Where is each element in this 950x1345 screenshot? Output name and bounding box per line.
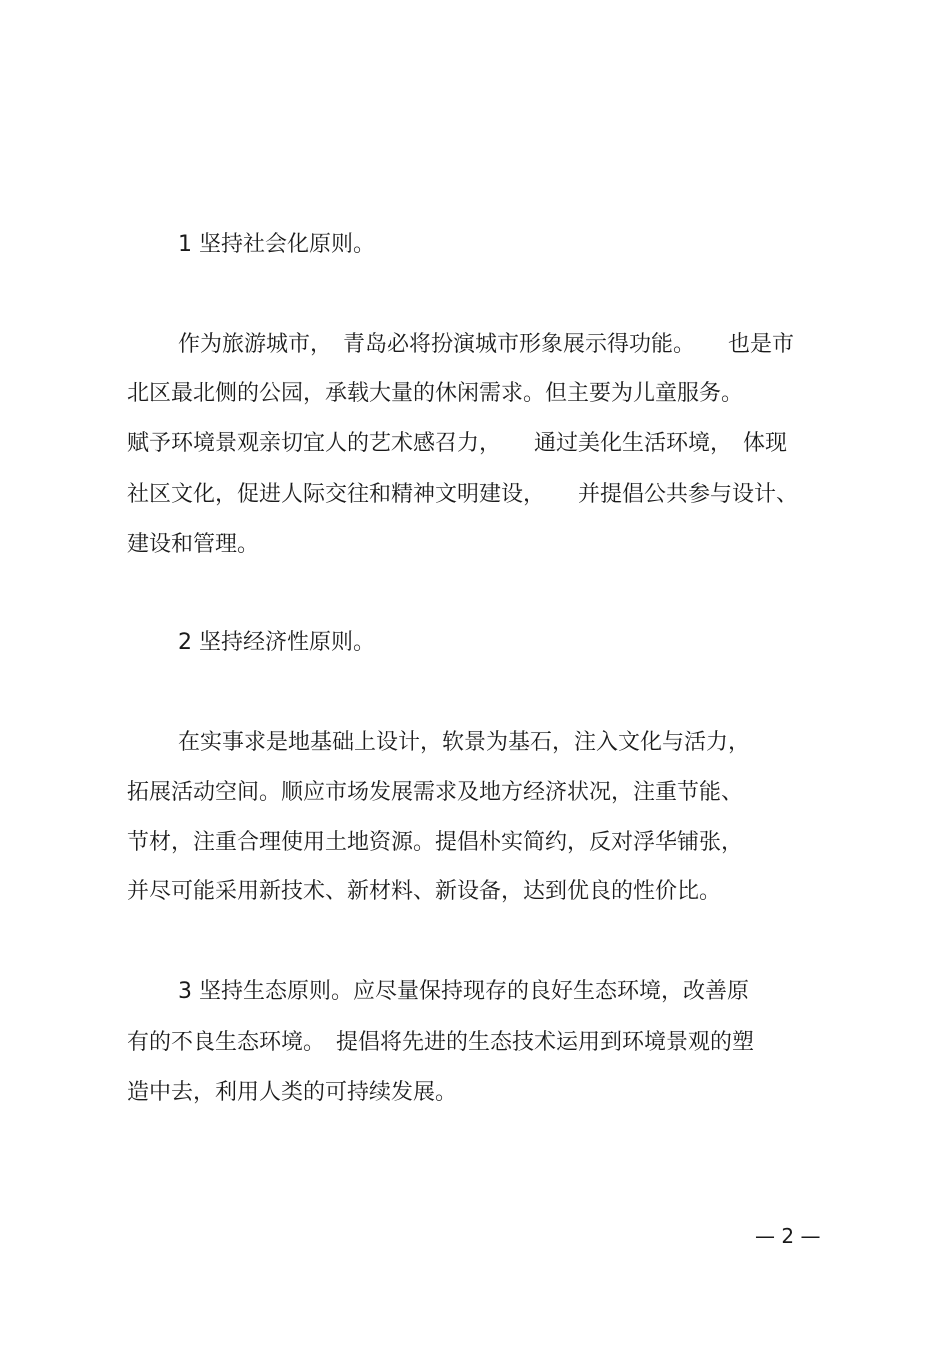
section-2-line-1: 在实事求是地基础上设计，软景为基石，注入文化与活力， [178,730,751,755]
section-2-line-2: 拓展活动空间。顺应市场发展需求及地方经济状况，注重节能、 [127,780,744,805]
section-1-line-5: 建设和管理。 [127,532,260,557]
section-2-line-4: 并尽可能采用新技术、新材料、新设备，达到优良的性价比。 [127,879,722,904]
section-1-line-2: 北区最北侧的公园，承载大量的休闲需求。但主要为儿童服务。 [127,381,744,406]
section-3-line-3: 造中去，利用人类的可持续发展。 [127,1080,458,1105]
section-1-line-3: 赋予环境景观亲切宜人的艺术感召力， 通过美化生活环境， 体现 [127,431,788,456]
section-1-line-4: 社区文化，促进人际交往和精神文明建设， 并提倡公共参与设计、 [127,482,799,507]
section-2-heading: 2 坚持经济性原则。 [178,630,375,655]
section-2-line-3: 节材，注重合理使用土地资源。提倡朴实简约，反对浮华铺张， [127,830,744,855]
section-1-heading: 1 坚持社会化原则。 [178,232,375,257]
page-number: — 2 — [755,1224,821,1248]
section-3-line-1: 3 坚持生态原则。应尽量保持现存的良好生态环境，改善原 [178,979,749,1004]
section-3-line-2: 有的不良生态环境。 提倡将先进的生态技术运用到环境景观的塑 [127,1030,755,1055]
section-1-line-1: 作为旅游城市， 青岛必将扮演城市形象展示得功能。 也是市 [178,332,795,357]
